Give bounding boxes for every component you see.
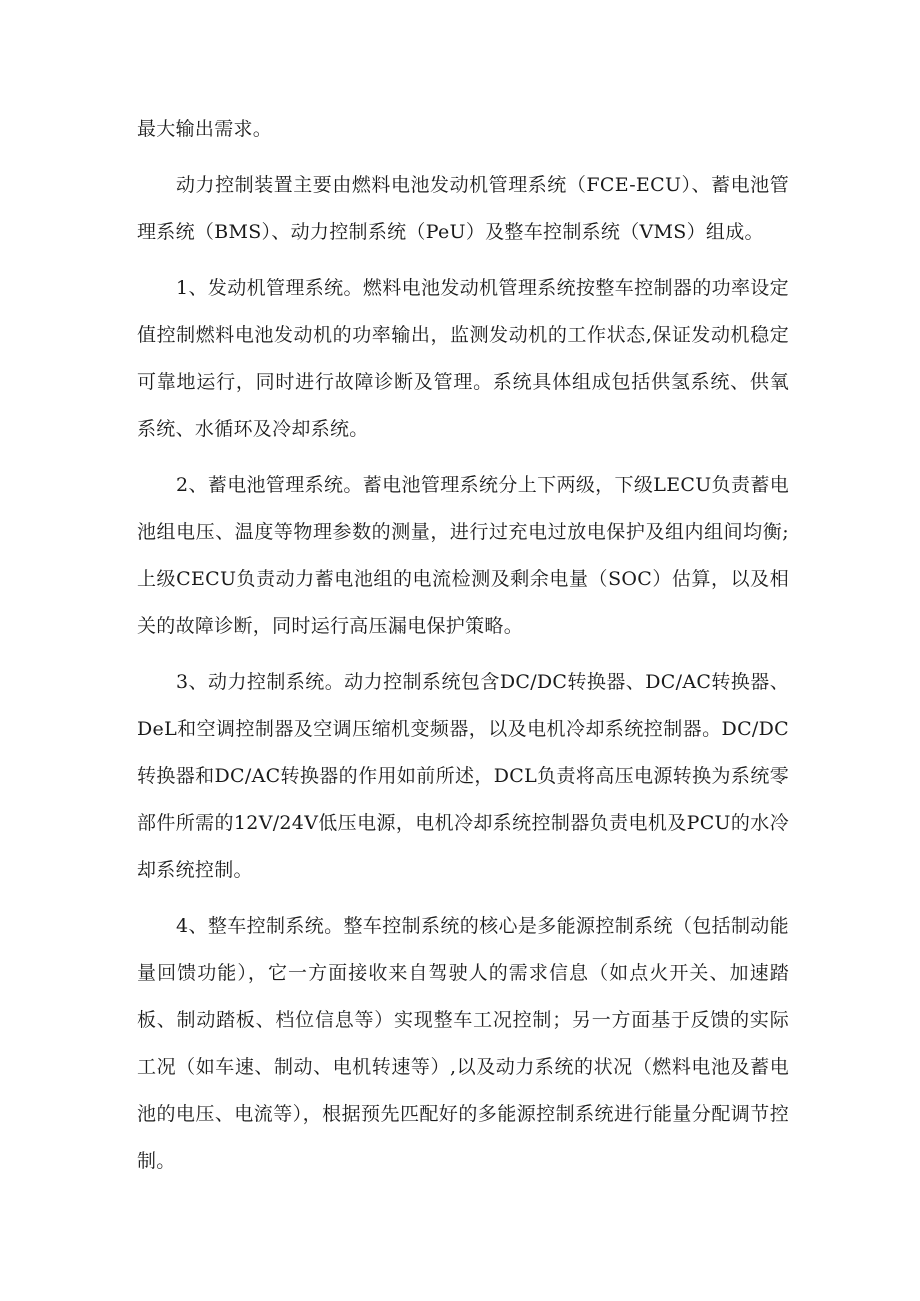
paragraph-overview: 动力控制装置主要由燃料电池发动机管理系统（FCE-ECU）、蓄电池管理系统（BMS）、动力控制系统（PeU）及整车控制系统（VMS）组成。 xyxy=(137,174,789,243)
paragraph-battery-management: 2、蓄电池管理系统。蓄电池管理系统分上下两级，下级LECU负责蓄电池组电压、温度等物理参数的测量，进行过充电过放电保护及组内组间均衡;上级CECU负责动力蓄电池组的电流检测及剩余电量（SOC）估算，以及相关的故障诊断，同时运行高压漏电保护策略。 xyxy=(137,474,789,637)
paragraph-power-control: 3、动力控制系统。动力控制系统包含DC/DC转换器、DC/AC转换器、DeL和空调控制器及空调压缩机变频器，以及电机冷却系统控制器。DC/DC转换器和DC/AC转换器的作用如前所述，DCL负责将高压电源转换为系统零部件所需的12V/24V低压电源，电机冷却系统控制器负责电机及PCU的水冷却系统控制。 xyxy=(137,671,789,881)
paragraph-continuation: 最大输出需求。 xyxy=(137,118,273,140)
paragraph-engine-management: 1、发动机管理系统。燃料电池发动机管理系统按整车控制器的功率设定值控制燃料电池发动机的功率输出，监测发动机的工作状态,保证发动机稳定可靠地运行，同时进行故障诊断及管理。系统具体组成包括供氢系统、供氧系统、水循环及冷却系统。 xyxy=(137,277,789,440)
paragraph-vehicle-control: 4、整车控制系统。整车控制系统的核心是多能源控制系统（包括制动能量回馈功能），它一方面接收来自驾驶人的需求信息（如点火开关、加速踏板、制动踏板、档位信息等）实现整车工况控制；另一方面基于反馈的实际工况（如车速、制动、电机转速等）,以及动力系统的状况（燃料电池及蓄电池的电压、电流等），根据预先匹配好的多能源控制系统进行能量分配调节控制。 xyxy=(137,915,789,1172)
document-page xyxy=(137,106,789,1185)
